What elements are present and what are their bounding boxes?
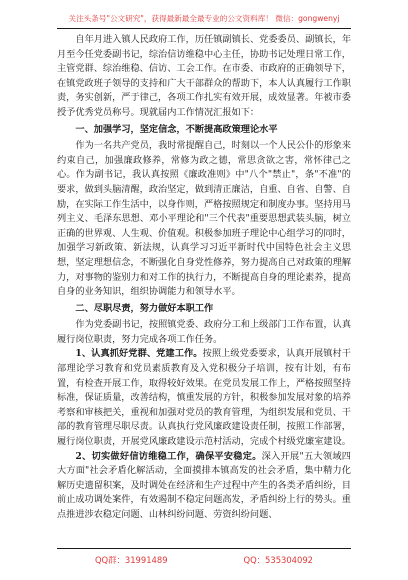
petition-text: 深入开展"五大领域四大方面"社会矛盾化解活动，全面摸排本镇高发的社会矛盾，集中精力化解历史遗留积案，及时调处在经济和生产过程中产生的各类矛盾纠纷，目前止成功调处案件，有效遏制不稳定问题高发，矛盾纠纷上行的势头。重点推进涉农稳定问题、山林纠纷问题、劳资纠纷问题、 (57, 450, 351, 520)
section-2-paragraph: 作为党委副书记，按照镇党委、政府分工和上级部门工作布置，认真履行岗位职责，努力完成各项工作任务。 (57, 319, 351, 345)
party-building-lead: 1、认真抓好党群、党建工作。 (75, 348, 203, 360)
petition-paragraph (57, 450, 351, 523)
footer-qq-number: QQ：535304092 (243, 555, 313, 565)
petition-lead: 2、切实做好信访维稳工作，确保平安稳定。 (75, 450, 262, 462)
section-1-paragraph: 作为一名共产党员，我时常提醒自己，时刻以一个人民公仆的形象来约束自己，加强廉政修养，常修为政之德，常思贪欲之害，常怀律己之心。作为副书记，我认真按照《廉政准则》中"八个"禁止"，条"不准"的要求，做到头脑清醒，政治坚定，做到清正廉洁，自重、自省、自警、自励，在实际工作生活中，以身作则，严格按照规定和制度办事。坚持用马列主义、毛泽东思想、邓小平理论和"三个代表"重要思想武装头脑，树立正确的世界观、人生观、价值观。积极参加班子理论中心组学习的同时，加强学习新政策、新法规，认真学习习近平新时代中国特色社会主义思想，坚定理想信念，不断强化自身党性修养，努力提高自己对政策的理解力，对事物的鉴别力和对工作的执行力，不断提高自身的理论素养，提高自身的业务知识，组织协调能力和领导水平。 (57, 140, 351, 298)
footer-divider (57, 548, 351, 549)
section-heading-2: 二、尽职尽责，努力做好本职工作 (75, 302, 214, 314)
header-banner: 关注头条号"公文研究"，获得最新最全最专业的公文资料库！ 微信：gongwenyj (68, 14, 340, 23)
footer-qq-group: QQ群：31991489 (94, 555, 168, 565)
section-heading-1: 一、加强学习，坚定信念，不断提高政策理论水平 (75, 123, 278, 135)
document-body (57, 33, 351, 545)
header-divider (57, 28, 351, 29)
party-building-paragraph (57, 347, 351, 449)
intro-paragraph: 自年月进入镇人民政府工作，历任镇副镇长、党委委员、副镇长，年月至今任党委副书记，综治信访维稳中心主任，协助书记处理日常工作，主管党群、综治维稳、信访、工会工作。在市委、市政府的正确领导下，在镇党政班子领导的支持和广大干部群众的帮助下，本人认真履行工作职责，务实创新，严于律己，各项工作扎实有效开展，成效显著。年被市委授予优秀党员称号。现就届内工作情况汇报如下： (57, 34, 351, 118)
footer (57, 551, 351, 569)
party-building-text: 按照上级党委要求，认真开展镇村干部理论学习教育和党员素质教育及入党积极分子培训，按有计划，有布置，有检查开展工作，取得较好效果。在党员发展工作上，严格按照坚持标准，保证质量，改善结构，慎重发展的方针，积极参加发展对象的培养考察和审核把关，重视和加强对党员的教育管理，为组织发展和党员、干部的教育管理尽职尽责。认真执行党风廉政建设责任制，按照工作部署，履行岗位职责，开展党风廉政建设示范村活动，完成个村级党廉室建设。 (57, 348, 351, 448)
